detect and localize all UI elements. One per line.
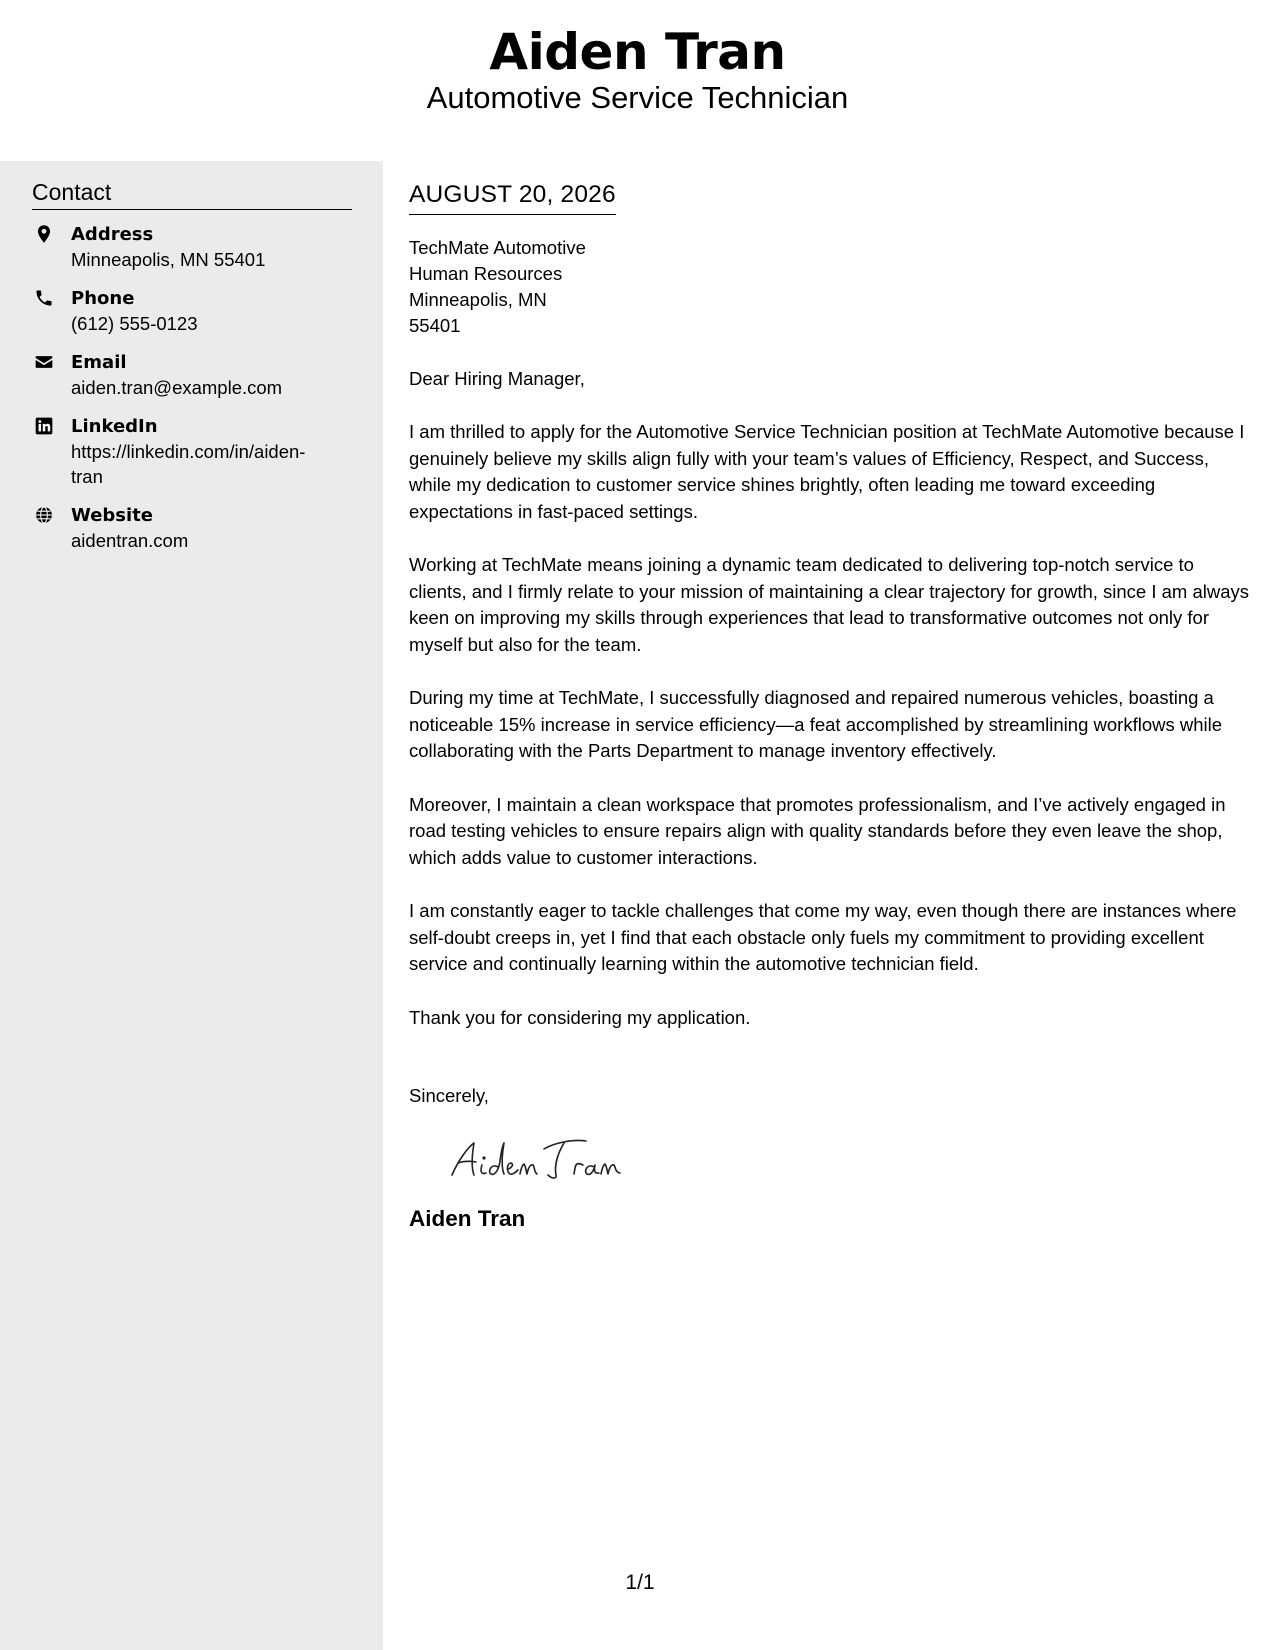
signature-image	[444, 1131, 644, 1191]
recipient-line: Minneapolis, MN	[409, 289, 547, 310]
recipient-line: 55401	[409, 315, 461, 336]
contact-linkedin	[32, 414, 351, 489]
contact-value: Minneapolis, MN 55401	[71, 249, 266, 270]
applicant-name: Aiden Tran	[489, 23, 786, 81]
page-header	[0, 0, 1275, 161]
body-paragraph: Working at TechMate means joining a dynamic team dedicated to delivering top-notch service to clients, and I firmly relate to your mission of maintaining a clear trajectory for growth, since I am always keen on improving my skills through experiences that lead to transformative outcomes not only for myself but also for the team.	[409, 554, 1250, 655]
letter-date-wrapper	[409, 180, 616, 215]
contact-heading: Contact	[32, 177, 352, 210]
handwritten-signature	[444, 1131, 1255, 1191]
contact-label: Website	[71, 505, 154, 526]
envelope-icon	[32, 350, 56, 374]
recipient-line: TechMate Automotive	[409, 237, 586, 258]
contact-phone	[32, 286, 351, 336]
globe-icon	[32, 503, 56, 527]
page-number: 1/1	[625, 1571, 655, 1594]
contact-value: aiden.tran@example.com	[71, 377, 283, 398]
letter-body	[409, 161, 1255, 1233]
contact-label: LinkedIn	[71, 416, 158, 437]
recipient-line: Human Resources	[409, 263, 563, 284]
contact-sidebar	[0, 161, 383, 1650]
body-paragraph: Thank you for considering my application.	[409, 1006, 751, 1028]
contact-label: Phone	[71, 288, 135, 309]
signer-name: Aiden Tran	[409, 1206, 526, 1231]
contact-value[interactable]: aidentran.com	[71, 530, 189, 551]
letter-date: AUGUST 20, 2026	[409, 181, 616, 208]
linkedin-icon	[32, 414, 56, 438]
phone-icon	[32, 286, 56, 310]
contact-website	[32, 503, 351, 553]
applicant-title: Automotive Service Technician	[426, 80, 849, 115]
salutation: Dear Hiring Manager,	[409, 368, 585, 389]
body-paragraph: I am thrilled to apply for the Automotive Service Technician position at TechMate Automotive because I genuinely believe my skills align fully with your team’s values of Efficiency, Respect, and Success, while my dedication to customer service shines brightly, often leading me toward exceeding expectations in fast-paced settings.	[409, 421, 1245, 522]
body-paragraph: I am constantly eager to tackle challenges that come my way, even though there are instances where self-doubt creeps in, yet I find that each obstacle only fuels my commitment to providing excellent service and continually learning within the automotive technician field.	[409, 900, 1237, 974]
map-pin-icon	[32, 222, 56, 246]
body-paragraph: Moreover, I maintain a clean workspace that promotes professionalism, and I’ve actively engaged in road testing vehicles to ensure repairs align with quality standards before they even leave the shop, which adds value to customer interactions.	[409, 793, 1226, 868]
contact-address	[32, 222, 351, 272]
contact-label: Address	[71, 224, 154, 245]
contact-email	[32, 350, 351, 400]
body-paragraph: During my time at TechMate, I successfully diagnosed and repaired numerous vehicles, boasting a noticeable 15% increase in service efficiency—a feat accomplished by streamlining workflows while collaborating with the Parts Department to manage inventory effectively.	[409, 687, 1223, 761]
closing: Sincerely,	[409, 1085, 489, 1106]
contact-label: Email	[71, 352, 127, 373]
contact-value: (612) 555-0123	[71, 313, 198, 334]
recipient-block	[409, 235, 1255, 339]
contact-value[interactable]: https://linkedin.com/in/aiden-tran	[71, 441, 306, 487]
